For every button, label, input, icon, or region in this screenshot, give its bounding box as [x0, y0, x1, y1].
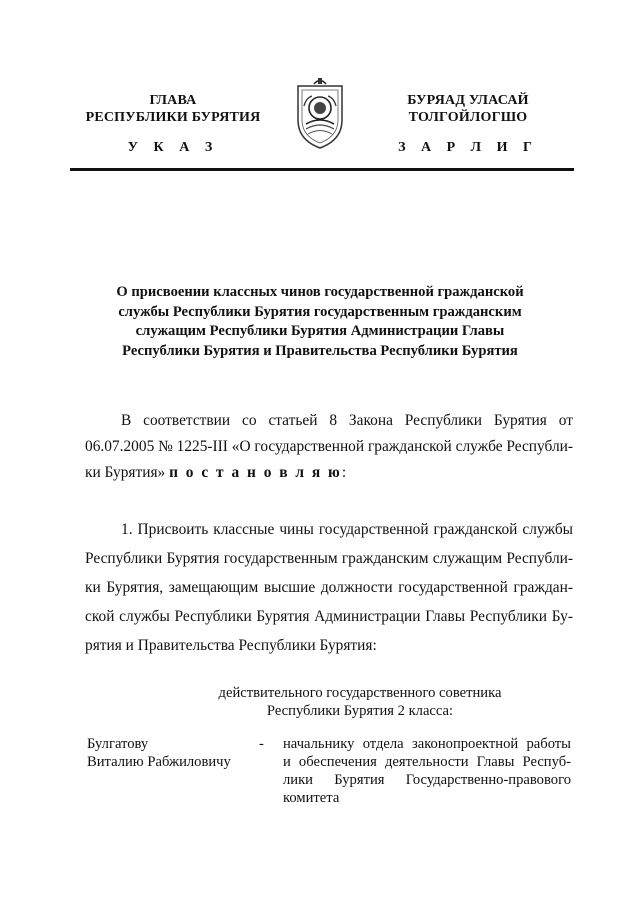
class-rank-heading [160, 684, 560, 720]
appointee-given-names: Виталию Рабжиловичу [87, 754, 231, 770]
clause-line: ской службы Республики Бурятия Администрации Главы Республики Бу- [85, 608, 573, 625]
preamble-line-end: : [341, 464, 347, 481]
header-divider [70, 168, 574, 171]
issuer-title-line-buryat: ТОЛГОЙЛОГШО [408, 110, 528, 125]
document-type-russian: У К А З [127, 140, 219, 155]
title-line: О присвоении классных чинов государственной гражданской [116, 284, 524, 300]
rank-line: действительного государственного советника [218, 685, 502, 701]
coat-of-arms-icon [292, 76, 348, 152]
document-type-buryat: З А Р Л И Г [398, 140, 538, 155]
preamble-line: В соответствии со статьей 8 Закона Республики Бурятия от [121, 412, 573, 429]
issuer-region-line: РЕСПУБЛИКИ БУРЯТИЯ [85, 110, 261, 125]
position-line: начальнику отдела законопроектной работы [283, 736, 571, 752]
appointee-surname: Булгатову [87, 736, 149, 752]
preamble-line: 06.07.2005 № 1225-III «О государственной гражданской службе Республи- [85, 438, 573, 455]
title-line: службы Республики Бурятия государственным гражданским [118, 303, 522, 320]
title-line: служащим Республики Бурятия Администрации Главы [135, 323, 505, 339]
decree-keyword: п о с т а н о в л я ю [169, 464, 342, 481]
clause-line: Республики Бурятия государственным гражданским служащим Республи- [85, 550, 573, 567]
appointee-name [87, 735, 257, 771]
preamble-paragraph [85, 408, 573, 486]
position-line: комитета [283, 790, 340, 806]
issuer-region-line-buryat: БУРЯАД УЛАСАЙ [407, 93, 529, 108]
position-line: и обеспечения деятельности Главы Респуб- [283, 754, 571, 770]
document-title [95, 283, 545, 361]
rank-line: Республики Бурятия 2 класса: [266, 703, 454, 719]
clause-line: 1. Присвоить классные чины государственной гражданской службы [121, 521, 573, 538]
clause-line: ки Бурятия, замещающим высшие должности государственной граждан- [85, 579, 573, 596]
issuer-name-buryat [380, 92, 556, 126]
issuer-name-russian [80, 92, 266, 126]
clause-line: рятия и Правительства Республики Бурятия: [85, 637, 377, 654]
preamble-line-start: ки Бурятия» [85, 464, 166, 481]
clause-1-paragraph [85, 515, 573, 660]
appointee-dash: - [259, 736, 264, 752]
appointee-position [283, 735, 571, 807]
title-line: Республики Бурятия и Правительства Республики Бурятия [122, 342, 518, 359]
position-line: лики Бурятия Государственно-правового [283, 772, 571, 788]
issuer-title-line: ГЛАВА [149, 93, 197, 108]
preamble-last-line [85, 460, 573, 486]
